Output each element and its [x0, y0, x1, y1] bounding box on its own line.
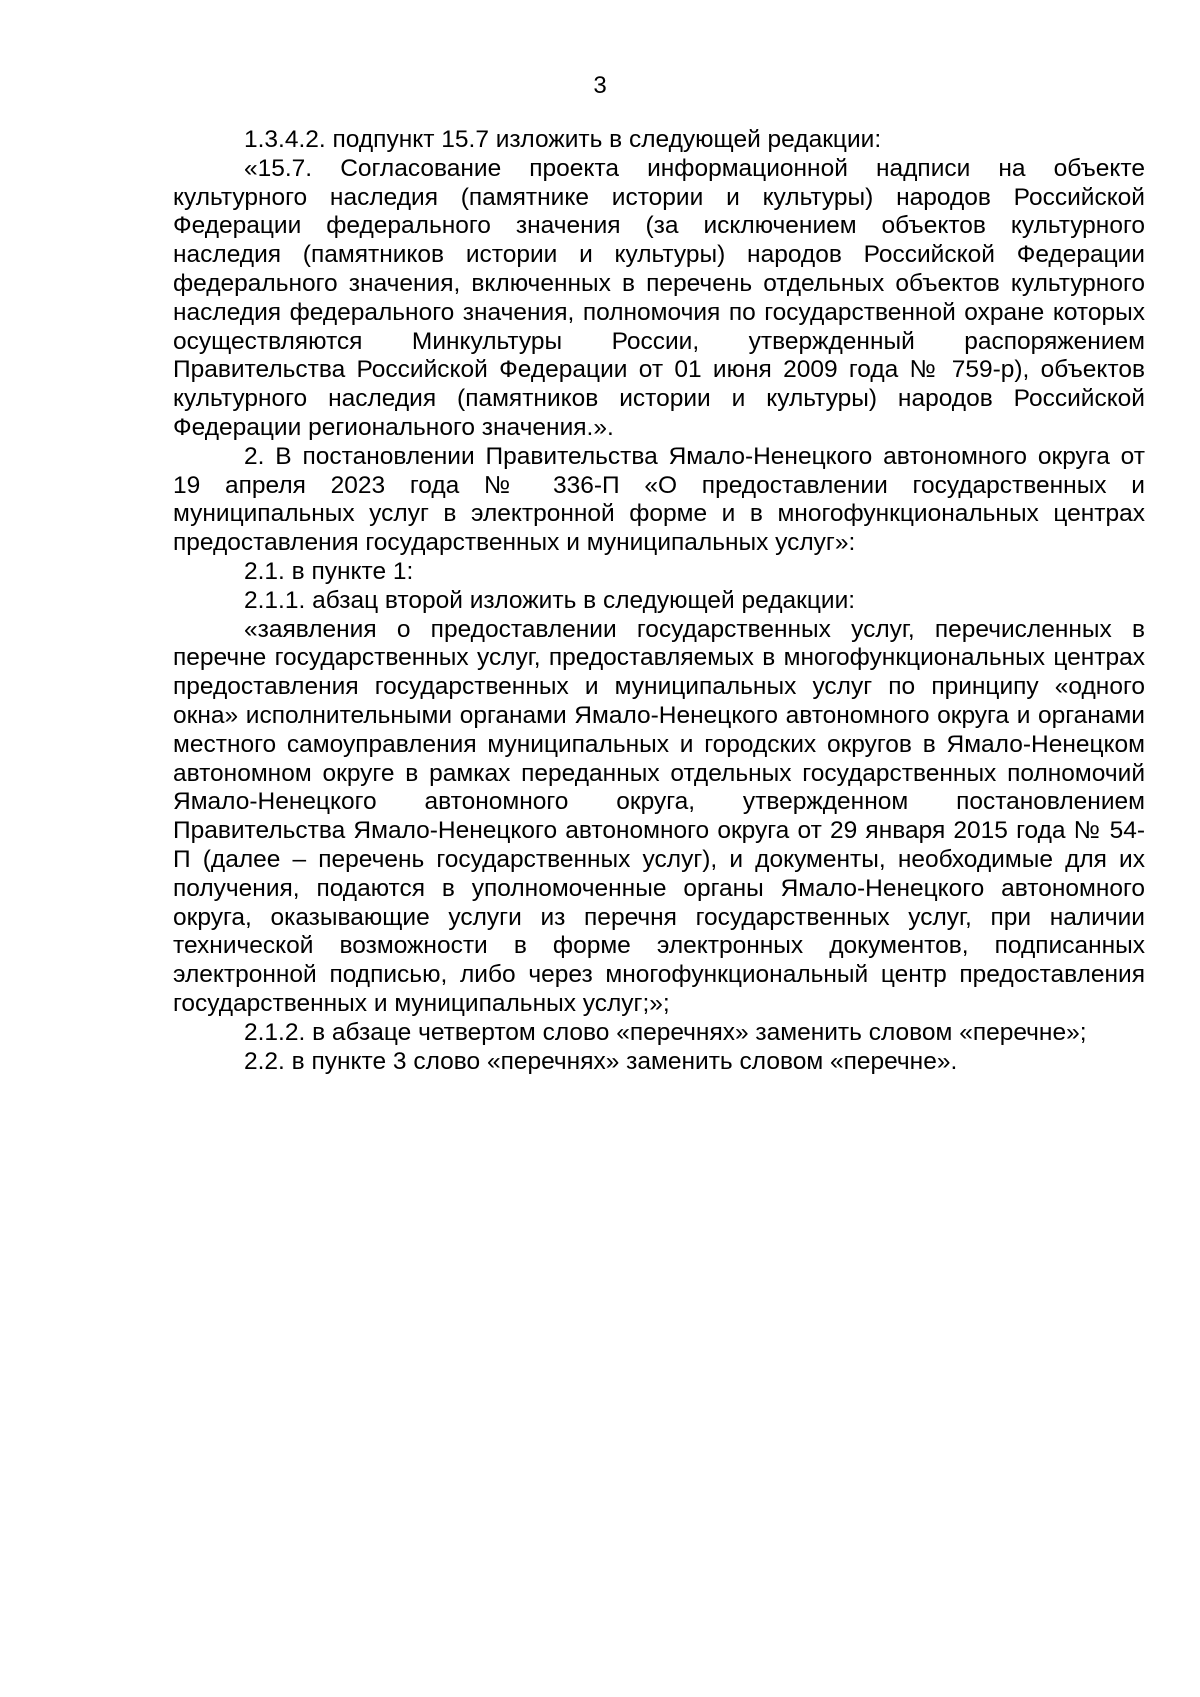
paragraph-2-1-1-text: «заявления о предоставлении государственных услуг, перечисленных в перечне государственных услуг, предоставляемых в многофункциональных центрах предоставления государственных и муниципальных услуг по принципу «одного окна» исполнительными органами Ямало-Ненецкого автономного округа и органами местного самоуправления муниципальных и городских округов в Ямало-Ненецком автономном округе в рамках переданных отдельных государственных полномочий Ямало-Ненецкого автономного округа, утвержденном постановлением Правительства Ямало-Ненецкого автономного округа от 29 января 2015 года № 54-П (далее – перечень государственных услуг), и документы, необходимые для их получения, подаются в уполномоченные органы Ямало-Ненецкого автономного округа, оказывающие услуги из перечня государственных услуг, при наличии технической возможности в форме электронных документов, подписанных электронной подписью, либо через многофункциональный центр предоставления государственных и муниципальных услуг;»;: [173, 615, 1145, 1017]
paragraph-2-1: 2.1. в пункте 1:: [244, 557, 414, 585]
paragraph-2-1-1: 2.1.1. абзац второй изложить в следующей редакции:: [244, 586, 856, 614]
document-body: [173, 126, 1145, 1076]
paragraph-15-7-text: «15.7. Согласование проекта информационной надписи на объекте культурного наследия (памятнике истории и культуры) народов Российской Федерации федерального значения (за исключением объектов культурного наследия (памятников истории и культуры) народов Российской Федерации федерального значения, включенных в перечень отдельных объектов культурного наследия федерального значения, полномочия по государственной охране которых осуществляются Минкультуры России, утвержденный распоряжением Правительства Российской Федерации от 01 июня 2009 года № 759-р), объектов культурного наследия (памятников истории и культуры) народов Российской Федерации регионального значения.».: [173, 154, 1145, 441]
page-number: 3: [593, 72, 607, 99]
paragraph-2: 2. В постановлении Правительства Ямало-Ненецкого автономного округа от 19 апреля 2023 года № 336-П «О предоставлении государственных и муниципальных услуг в электронной форме и в многофункциональных центрах предоставления государственных и муниципальных услуг»:: [173, 442, 1145, 557]
paragraph-2-1-2: 2.1.2. в абзаце четвертом слово «перечнях» заменить словом «перечне»;: [244, 1018, 1087, 1046]
paragraph-2-2: 2.2. в пункте 3 слово «перечнях» заменить словом «перечне».: [244, 1047, 958, 1075]
paragraph-1-3-4-2: 1.3.4.2. подпункт 15.7 изложить в следующей редакции:: [244, 126, 882, 153]
